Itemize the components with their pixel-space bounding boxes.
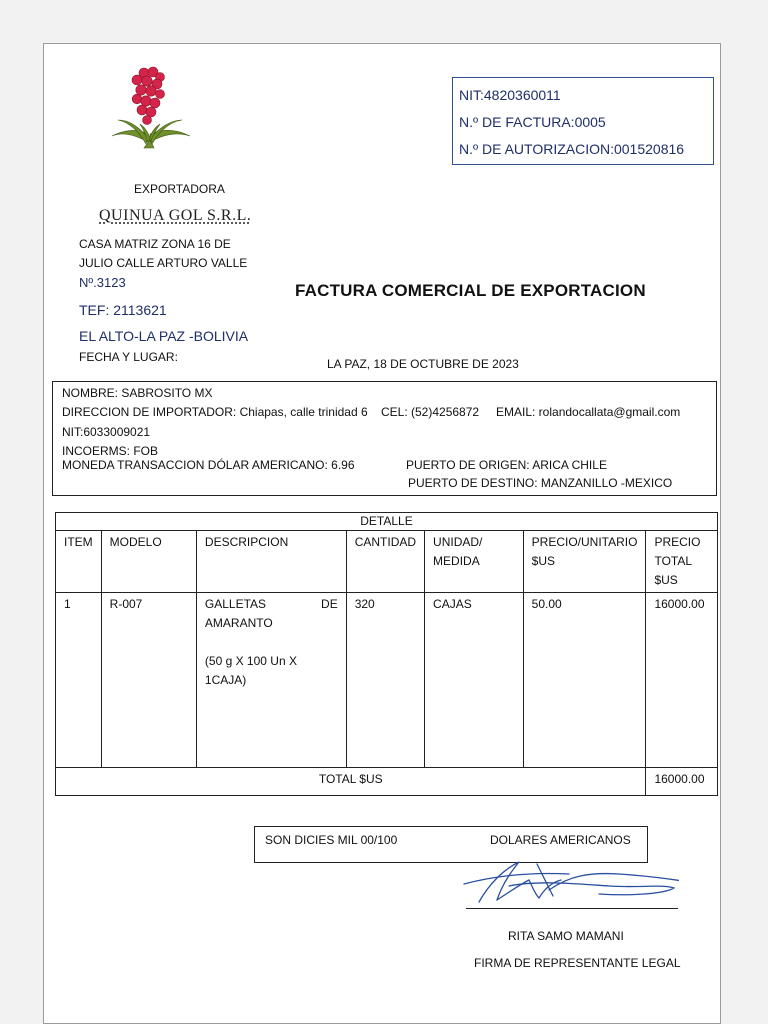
signature-line bbox=[466, 908, 678, 909]
row-item: 1 bbox=[56, 593, 102, 768]
exporter-label: EXPORTADORA bbox=[134, 182, 225, 196]
amount-currency: DOLARES AMERICANOS bbox=[490, 833, 631, 847]
col-descripcion: DESCRIPCION bbox=[196, 531, 346, 593]
date-place-label: FECHA Y LUGAR: bbox=[79, 350, 178, 364]
row-descripcion bbox=[196, 593, 346, 768]
document-title: FACTURA COMERCIAL DE EXPORTACION bbox=[295, 281, 646, 300]
amount-in-words: SON DICIES MIL 00/100 bbox=[265, 833, 398, 847]
transaction-currency: MONEDA TRANSACCION DÓLAR AMERICANO: 6.96 bbox=[62, 458, 355, 472]
nit-number: NIT:4820360011 bbox=[459, 87, 561, 103]
buyer-address: DIRECCION DE IMPORTADOR: Chiapas, calle trinidad 6 bbox=[62, 405, 368, 419]
total-row bbox=[56, 768, 718, 796]
row-descripcion-word1: GALLETAS bbox=[204, 597, 267, 611]
detail-header-row bbox=[56, 531, 718, 593]
col-precio-total bbox=[646, 531, 718, 593]
col-unidad bbox=[425, 531, 524, 593]
col-item: ITEM bbox=[56, 531, 102, 593]
buyer-email: EMAIL: rolandocallata@gmail.com bbox=[496, 405, 681, 419]
detail-heading-row bbox=[56, 513, 718, 531]
invoice-page bbox=[43, 43, 721, 1024]
col-precio-total-line1: PRECIO bbox=[654, 535, 701, 549]
row-descripcion-word2: DE bbox=[321, 597, 338, 611]
col-precio-unitario bbox=[523, 531, 646, 593]
row-precio-unitario: 50.00 bbox=[523, 593, 646, 768]
detail-table bbox=[55, 512, 718, 796]
authorization-number: N.º DE AUTORIZACION:001520816 bbox=[459, 141, 685, 157]
row-descripcion-line3: (50 g X 100 Un X 1CAJA) bbox=[204, 654, 297, 687]
handwritten-signature bbox=[449, 854, 679, 909]
buyer-incoterms: INCOERMS: FOB bbox=[62, 444, 159, 458]
date-place-value: LA PAZ, 18 DE OCTUBRE DE 2023 bbox=[327, 357, 519, 371]
detail-heading: DETALLE bbox=[56, 513, 718, 531]
company-address-line3: Nº.3123 bbox=[79, 275, 126, 290]
col-modelo: MODELO bbox=[101, 531, 196, 593]
col-precio-total-line3: $US bbox=[654, 573, 678, 587]
table-row bbox=[56, 593, 718, 768]
invoice-number: N.º DE FACTURA:0005 bbox=[459, 114, 606, 130]
row-unidad: CAJAS bbox=[425, 593, 524, 768]
buyer-name: NOMBRE: SABROSITO MX bbox=[62, 386, 213, 400]
buyer-nit: NIT:6033009021 bbox=[62, 425, 151, 439]
invoice-id-box bbox=[452, 77, 714, 165]
company-phone: TEF: 2113621 bbox=[79, 302, 167, 318]
col-precio-unitario-line2: $US bbox=[531, 554, 555, 568]
col-unidad-line1: UNIDAD/ bbox=[433, 535, 483, 549]
signer-role: FIRMA DE REPRESENTANTE LEGAL bbox=[474, 956, 681, 970]
signer-name: RITA SAMO MAMANI bbox=[508, 929, 624, 943]
company-address-line2: JULIO CALLE ARTURO VALLE bbox=[79, 256, 248, 270]
total-value: 16000.00 bbox=[646, 768, 718, 796]
row-descripcion-line2: AMARANTO bbox=[204, 616, 273, 630]
company-city: EL ALTO-LA PAZ -BOLIVIA bbox=[79, 328, 249, 344]
company-name: QUINUA GOL S.R.L. bbox=[99, 207, 252, 224]
row-cantidad: 320 bbox=[346, 593, 424, 768]
total-label: TOTAL $US bbox=[56, 768, 646, 796]
row-precio-total: 16000.00 bbox=[646, 593, 718, 768]
company-address-line1: CASA MATRIZ ZONA 16 DE bbox=[79, 237, 231, 251]
col-precio-total-line2: TOTAL bbox=[654, 554, 693, 568]
row-descripcion-line1 bbox=[205, 595, 338, 614]
col-cantidad: CANTIDAD bbox=[346, 531, 424, 593]
col-unidad-line2: MEDIDA bbox=[433, 554, 480, 568]
col-precio-unitario-line1: PRECIO/UNITARIO bbox=[531, 535, 638, 549]
origin-port: PUERTO DE ORIGEN: ARICA CHILE bbox=[406, 458, 607, 472]
buyer-phone: CEL: (52)4256872 bbox=[381, 405, 480, 419]
company-logo bbox=[104, 64, 204, 154]
buyer-info-box bbox=[52, 381, 717, 496]
row-modelo: R-007 bbox=[101, 593, 196, 768]
destination-port: PUERTO DE DESTINO: MANZANILLO -MEXICO bbox=[408, 476, 673, 490]
